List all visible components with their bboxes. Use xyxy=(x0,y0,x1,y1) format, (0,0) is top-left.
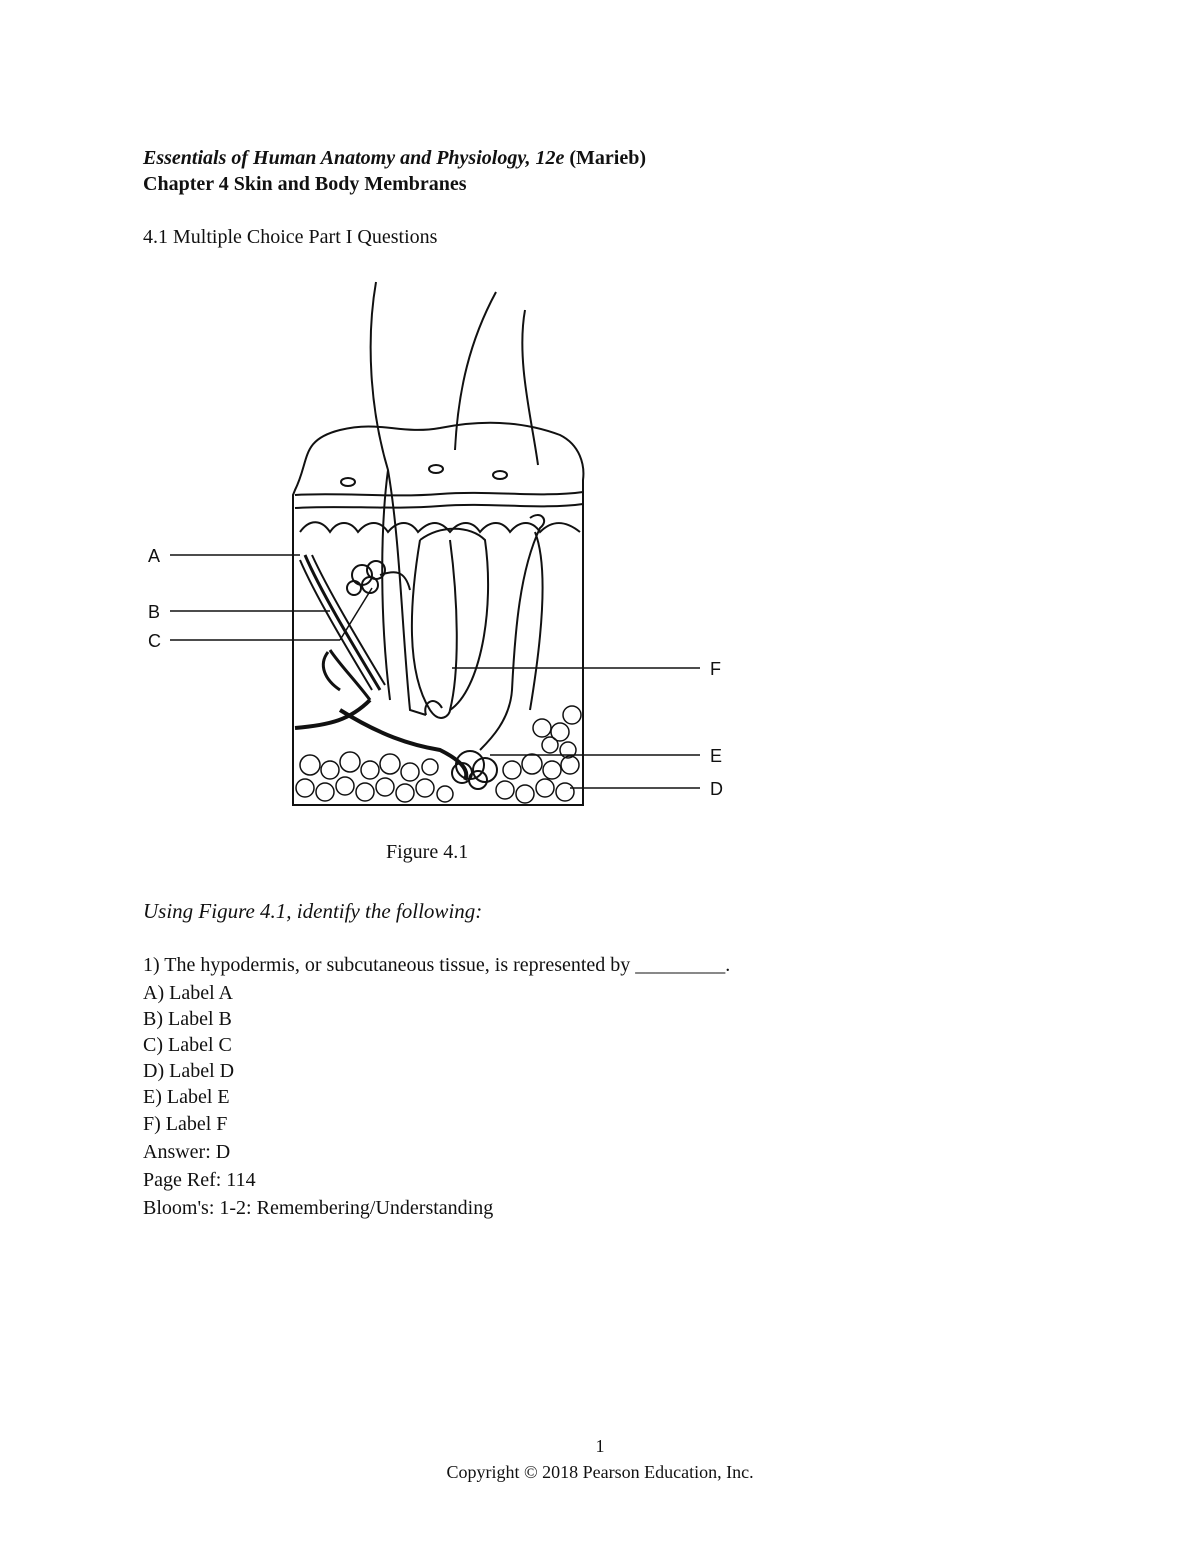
figure-caption: Figure 4.1 xyxy=(386,841,469,863)
figure-label-d: D xyxy=(710,779,723,799)
blooms-level: Bloom's: 1-2: Remembering/Understanding xyxy=(143,1197,494,1219)
section-title: 4.1 Multiple Choice Part I Questions xyxy=(143,226,438,248)
sweat-gland-duct xyxy=(480,515,544,750)
choice-e: E) Label E xyxy=(143,1086,230,1108)
hair-shaft xyxy=(522,310,538,465)
figure-label-a: A xyxy=(148,546,161,566)
pore xyxy=(493,471,507,479)
hair-shaft xyxy=(371,282,426,715)
hair-shaft xyxy=(455,292,496,450)
question-stem: 1) The hypodermis, or subcutaneous tissue, is represented by _________. xyxy=(143,954,731,976)
chapter-title: Chapter 4 Skin and Body Membranes xyxy=(143,173,467,195)
figure-label-f: F xyxy=(710,659,721,679)
book-title xyxy=(143,145,646,171)
figure-label-b: B xyxy=(148,602,161,622)
pore xyxy=(341,478,355,486)
hair-shaft xyxy=(382,470,390,700)
hair-follicle xyxy=(412,540,457,718)
copyright-notice: Copyright © 2018 Pearson Education, Inc. xyxy=(446,1462,754,1482)
leader-line-c-ext xyxy=(340,588,372,640)
nerve xyxy=(295,700,370,728)
choice-a: A) Label A xyxy=(143,982,233,1004)
page-ref: Page Ref: 114 xyxy=(143,1169,256,1191)
book-title-text: Essentials of Human Anatomy and Physiology, 12e xyxy=(143,147,565,169)
answer: Answer: D xyxy=(143,1141,231,1163)
choice-c: C) Label C xyxy=(143,1034,232,1056)
skin-figure xyxy=(140,270,740,870)
page-number: 1 xyxy=(595,1436,605,1456)
epidermis-top-line xyxy=(295,492,583,495)
pore xyxy=(429,465,443,473)
figure-label-c: C xyxy=(148,631,161,651)
choice-f: F) Label F xyxy=(143,1113,228,1135)
epidermis-line-2 xyxy=(295,504,583,508)
figure-label-e: E xyxy=(710,746,723,766)
book-author: (Marieb) xyxy=(569,147,646,169)
choice-b: B) Label B xyxy=(143,1008,232,1030)
choice-d: D) Label D xyxy=(143,1060,235,1082)
instruction-text: Using Figure 4.1, identify the following: xyxy=(143,899,483,923)
